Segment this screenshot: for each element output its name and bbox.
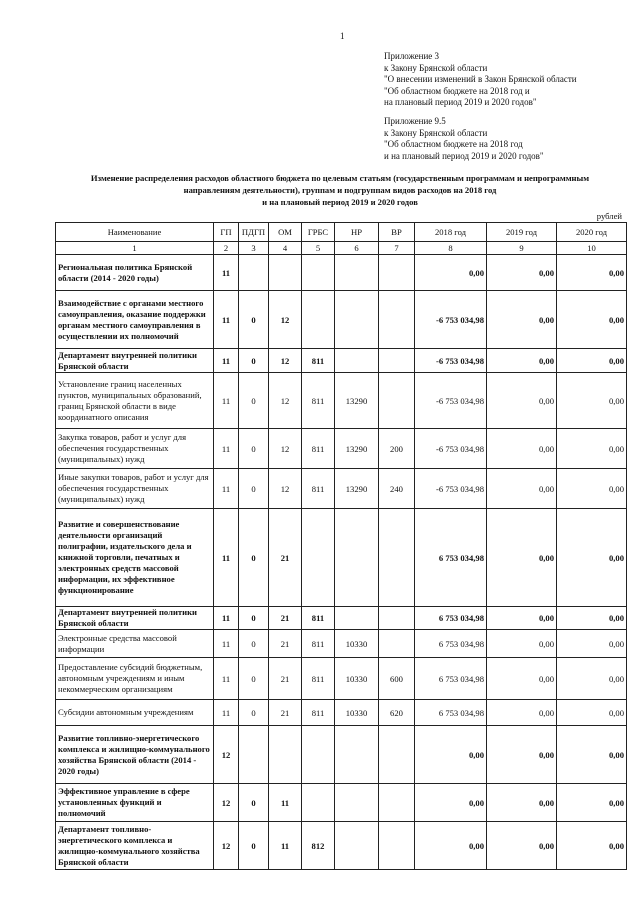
table-row bbox=[56, 255, 627, 291]
row-2019: 0,00 bbox=[487, 255, 557, 291]
table-row bbox=[56, 429, 627, 469]
row-2019: 0,00 bbox=[487, 658, 557, 700]
row-2019: 0,00 bbox=[487, 784, 557, 822]
row-name: Иные закупки товаров, работ и услуг для обеспечения государственных (муниципальных) нужд bbox=[56, 469, 214, 509]
col-header-2020: 2020 год bbox=[557, 223, 627, 242]
annex-line: "Об областном бюджете на 2018 год и bbox=[384, 85, 530, 96]
row-2020: 0,00 bbox=[557, 784, 627, 822]
row-2019: 0,00 bbox=[487, 630, 557, 658]
row-2018: 0,00 bbox=[415, 784, 487, 822]
row-om bbox=[269, 726, 302, 784]
row-gp: 12 bbox=[214, 822, 239, 870]
row-grbs: 811 bbox=[302, 349, 335, 373]
column-number: 7 bbox=[379, 242, 415, 255]
row-2020: 0,00 bbox=[557, 349, 627, 373]
row-om: 21 bbox=[269, 700, 302, 726]
row-vr: 240 bbox=[379, 469, 415, 509]
row-vr: 620 bbox=[379, 700, 415, 726]
row-2019: 0,00 bbox=[487, 373, 557, 429]
row-nr bbox=[335, 822, 379, 870]
col-header-nr: НР bbox=[335, 223, 379, 242]
row-grbs bbox=[302, 509, 335, 607]
row-name: Закупка товаров, работ и услуг для обеспечения государственных (муниципальных) нужд bbox=[56, 429, 214, 469]
row-2018: 6 753 034,98 bbox=[415, 509, 487, 607]
row-om: 12 bbox=[269, 349, 302, 373]
table-row bbox=[56, 291, 627, 349]
row-2018: -6 753 034,98 bbox=[415, 373, 487, 429]
row-pdgp: 0 bbox=[239, 469, 269, 509]
row-name: Предоставление субсидий бюджетным, автономным учреждениям и иным некоммерческим организациям bbox=[56, 658, 214, 700]
row-2019: 0,00 bbox=[487, 607, 557, 630]
row-name: Субсидии автономным учреждениям bbox=[56, 700, 214, 726]
annex-line: к Закону Брянской области bbox=[384, 62, 488, 73]
row-nr bbox=[335, 349, 379, 373]
row-2019: 0,00 bbox=[487, 509, 557, 607]
col-header-pdgp: ПДГП bbox=[239, 223, 269, 242]
table-row bbox=[56, 726, 627, 784]
row-vr bbox=[379, 373, 415, 429]
row-grbs: 811 bbox=[302, 429, 335, 469]
row-vr bbox=[379, 607, 415, 630]
row-gp: 11 bbox=[214, 630, 239, 658]
row-nr: 13290 bbox=[335, 469, 379, 509]
row-pdgp bbox=[239, 726, 269, 784]
row-nr bbox=[335, 255, 379, 291]
annex-line: "О внесении изменений в Закон Брянской области bbox=[384, 74, 577, 84]
row-grbs: 811 bbox=[302, 630, 335, 658]
row-gp: 11 bbox=[214, 700, 239, 726]
row-2019: 0,00 bbox=[487, 349, 557, 373]
annex-line: на плановый период 2019 и 2020 годов" bbox=[384, 97, 537, 107]
row-gp: 11 bbox=[214, 291, 239, 349]
row-2019: 0,00 bbox=[487, 291, 557, 349]
row-grbs: 811 bbox=[302, 700, 335, 726]
column-number: 1 bbox=[56, 242, 214, 255]
row-2018: 6 753 034,98 bbox=[415, 607, 487, 630]
col-header-2019: 2019 год bbox=[487, 223, 557, 242]
title-line: направлениям деятельности), группам и подгруппам видов расходов на 2018 год bbox=[183, 185, 497, 195]
row-om: 21 bbox=[269, 607, 302, 630]
row-pdgp: 0 bbox=[239, 607, 269, 630]
row-nr bbox=[335, 291, 379, 349]
col-header-2018: 2018 год bbox=[415, 223, 487, 242]
title-line: Изменение распределения расходов областного бюджета по целевым статьям (государственным программам и непрограммным bbox=[90, 173, 590, 183]
row-2020: 0,00 bbox=[557, 255, 627, 291]
row-vr bbox=[379, 822, 415, 870]
table-row bbox=[56, 373, 627, 429]
row-2020: 0,00 bbox=[557, 509, 627, 607]
row-2018: 0,00 bbox=[415, 726, 487, 784]
row-name: Развитие и совершенствование деятельности организаций полиграфии, издательского дела и книжной торговли, печатных и электронных средств массовой информации, их эффективное функционирование bbox=[56, 509, 214, 607]
row-2020: 0,00 bbox=[557, 373, 627, 429]
row-pdgp: 0 bbox=[239, 509, 269, 607]
row-2020: 0,00 bbox=[557, 630, 627, 658]
row-2020: 0,00 bbox=[557, 291, 627, 349]
row-pdgp: 0 bbox=[239, 822, 269, 870]
row-gp: 11 bbox=[214, 429, 239, 469]
title-line: и на плановый период 2019 и 2020 годов bbox=[262, 197, 418, 207]
row-grbs: 812 bbox=[302, 822, 335, 870]
row-nr: 10330 bbox=[335, 700, 379, 726]
row-om: 21 bbox=[269, 658, 302, 700]
row-grbs: 811 bbox=[302, 658, 335, 700]
units-label: рублей bbox=[596, 211, 622, 221]
row-2018: 6 753 034,98 bbox=[415, 658, 487, 700]
row-pdgp: 0 bbox=[239, 349, 269, 373]
row-name: Установление границ населенных пунктов, муниципальных образований, границ Брянской области в виде координатного описания bbox=[56, 373, 214, 429]
row-vr: 200 bbox=[379, 429, 415, 469]
row-gp: 11 bbox=[214, 255, 239, 291]
row-gp: 11 bbox=[214, 469, 239, 509]
column-number: 9 bbox=[487, 242, 557, 255]
row-2019: 0,00 bbox=[487, 700, 557, 726]
table-row bbox=[56, 469, 627, 509]
row-grbs bbox=[302, 255, 335, 291]
col-header-vr: ВР bbox=[379, 223, 415, 242]
table-row bbox=[56, 607, 627, 630]
table-row bbox=[56, 700, 627, 726]
row-nr bbox=[335, 607, 379, 630]
row-2019: 0,00 bbox=[487, 726, 557, 784]
row-2020: 0,00 bbox=[557, 700, 627, 726]
row-2020: 0,00 bbox=[557, 822, 627, 870]
row-2018: -6 753 034,98 bbox=[415, 291, 487, 349]
row-gp: 12 bbox=[214, 726, 239, 784]
row-name: Региональная политика Брянской области (2014 - 2020 годы) bbox=[56, 255, 214, 291]
row-vr bbox=[379, 784, 415, 822]
row-vr bbox=[379, 291, 415, 349]
row-name: Департамент топливно-энергетического комплекса и жилищно-коммунального хозяйства Брянской области bbox=[56, 822, 214, 870]
table-row bbox=[56, 509, 627, 607]
col-header-name: Наименование bbox=[56, 223, 214, 242]
row-pdgp: 0 bbox=[239, 658, 269, 700]
column-number: 6 bbox=[335, 242, 379, 255]
page-number: 1 bbox=[340, 31, 345, 41]
row-vr bbox=[379, 509, 415, 607]
column-number: 10 bbox=[557, 242, 627, 255]
row-vr bbox=[379, 630, 415, 658]
row-grbs bbox=[302, 726, 335, 784]
row-2018: -6 753 034,98 bbox=[415, 469, 487, 509]
budget-table bbox=[55, 222, 627, 870]
row-nr: 13290 bbox=[335, 429, 379, 469]
header-row bbox=[56, 223, 627, 242]
row-om: 21 bbox=[269, 630, 302, 658]
row-om: 12 bbox=[269, 469, 302, 509]
row-nr bbox=[335, 784, 379, 822]
row-gp: 11 bbox=[214, 658, 239, 700]
column-number-row bbox=[56, 242, 627, 255]
row-pdgp: 0 bbox=[239, 630, 269, 658]
row-gp: 11 bbox=[214, 607, 239, 630]
row-nr: 10330 bbox=[335, 630, 379, 658]
annex-line: Приложение 3 bbox=[384, 51, 440, 61]
row-om bbox=[269, 255, 302, 291]
row-2019: 0,00 bbox=[487, 469, 557, 509]
table-row bbox=[56, 822, 627, 870]
row-name: Департамент внутренней политики Брянской области bbox=[56, 607, 214, 630]
row-gp: 11 bbox=[214, 509, 239, 607]
row-om: 12 bbox=[269, 373, 302, 429]
row-pdgp: 0 bbox=[239, 429, 269, 469]
row-2020: 0,00 bbox=[557, 726, 627, 784]
row-om: 21 bbox=[269, 509, 302, 607]
row-2018: 0,00 bbox=[415, 822, 487, 870]
row-2019: 0,00 bbox=[487, 822, 557, 870]
row-grbs: 811 bbox=[302, 469, 335, 509]
table-row bbox=[56, 349, 627, 373]
row-2018: -6 753 034,98 bbox=[415, 349, 487, 373]
row-2018: 6 753 034,98 bbox=[415, 630, 487, 658]
row-nr: 10330 bbox=[335, 658, 379, 700]
col-header-grbs: ГРБС bbox=[302, 223, 335, 242]
annex-line: к Закону Брянской области bbox=[384, 127, 488, 138]
col-header-gp: ГП bbox=[214, 223, 239, 242]
row-grbs bbox=[302, 784, 335, 822]
row-2019: 0,00 bbox=[487, 429, 557, 469]
row-name: Эффективное управление в сфере установленных функций и полномочий bbox=[56, 784, 214, 822]
row-2020: 0,00 bbox=[557, 429, 627, 469]
row-om: 11 bbox=[269, 822, 302, 870]
row-pdgp: 0 bbox=[239, 373, 269, 429]
annex-9-5-heading bbox=[384, 116, 544, 162]
row-vr bbox=[379, 349, 415, 373]
column-number: 4 bbox=[269, 242, 302, 255]
column-number: 8 bbox=[415, 242, 487, 255]
annex-3-heading bbox=[384, 51, 577, 109]
table-row bbox=[56, 784, 627, 822]
row-nr bbox=[335, 509, 379, 607]
row-gp: 11 bbox=[214, 373, 239, 429]
row-grbs: 811 bbox=[302, 373, 335, 429]
row-name: Электронные средства массовой информации bbox=[56, 630, 214, 658]
row-name: Взаимодействие с органами местного самоуправления, оказание поддержки органам местного самоуправления в осуществлении их полномочий bbox=[56, 291, 214, 349]
row-grbs bbox=[302, 291, 335, 349]
row-gp: 12 bbox=[214, 784, 239, 822]
row-gp: 11 bbox=[214, 349, 239, 373]
row-om: 11 bbox=[269, 784, 302, 822]
row-2020: 0,00 bbox=[557, 469, 627, 509]
row-2020: 0,00 bbox=[557, 607, 627, 630]
table-row bbox=[56, 658, 627, 700]
row-grbs: 811 bbox=[302, 607, 335, 630]
row-vr bbox=[379, 726, 415, 784]
table-row bbox=[56, 630, 627, 658]
row-vr bbox=[379, 255, 415, 291]
annex-line: Приложение 9.5 bbox=[384, 116, 446, 126]
document-title bbox=[60, 172, 620, 208]
annex-line: и на плановый период 2019 и 2020 годов" bbox=[384, 150, 544, 161]
row-nr bbox=[335, 726, 379, 784]
row-2018: 6 753 034,98 bbox=[415, 700, 487, 726]
row-pdgp: 0 bbox=[239, 784, 269, 822]
row-name: Департамент внутренней политики Брянской области bbox=[56, 349, 214, 373]
column-number: 2 bbox=[214, 242, 239, 255]
row-vr: 600 bbox=[379, 658, 415, 700]
row-2018: -6 753 034,98 bbox=[415, 429, 487, 469]
col-header-om: ОМ bbox=[269, 223, 302, 242]
row-om: 12 bbox=[269, 291, 302, 349]
annex-line: "Об областном бюджете на 2018 год bbox=[384, 139, 523, 149]
row-nr: 13290 bbox=[335, 373, 379, 429]
column-number: 5 bbox=[302, 242, 335, 255]
row-pdgp bbox=[239, 255, 269, 291]
row-2018: 0,00 bbox=[415, 255, 487, 291]
row-2020: 0,00 bbox=[557, 658, 627, 700]
column-number: 3 bbox=[239, 242, 269, 255]
row-name: Развитие топливно-энергетического комплекса и жилищно-коммунального хозяйства Брянской области (2014 - 2020 годы) bbox=[56, 726, 214, 784]
row-pdgp: 0 bbox=[239, 291, 269, 349]
row-om: 12 bbox=[269, 429, 302, 469]
row-pdgp: 0 bbox=[239, 700, 269, 726]
